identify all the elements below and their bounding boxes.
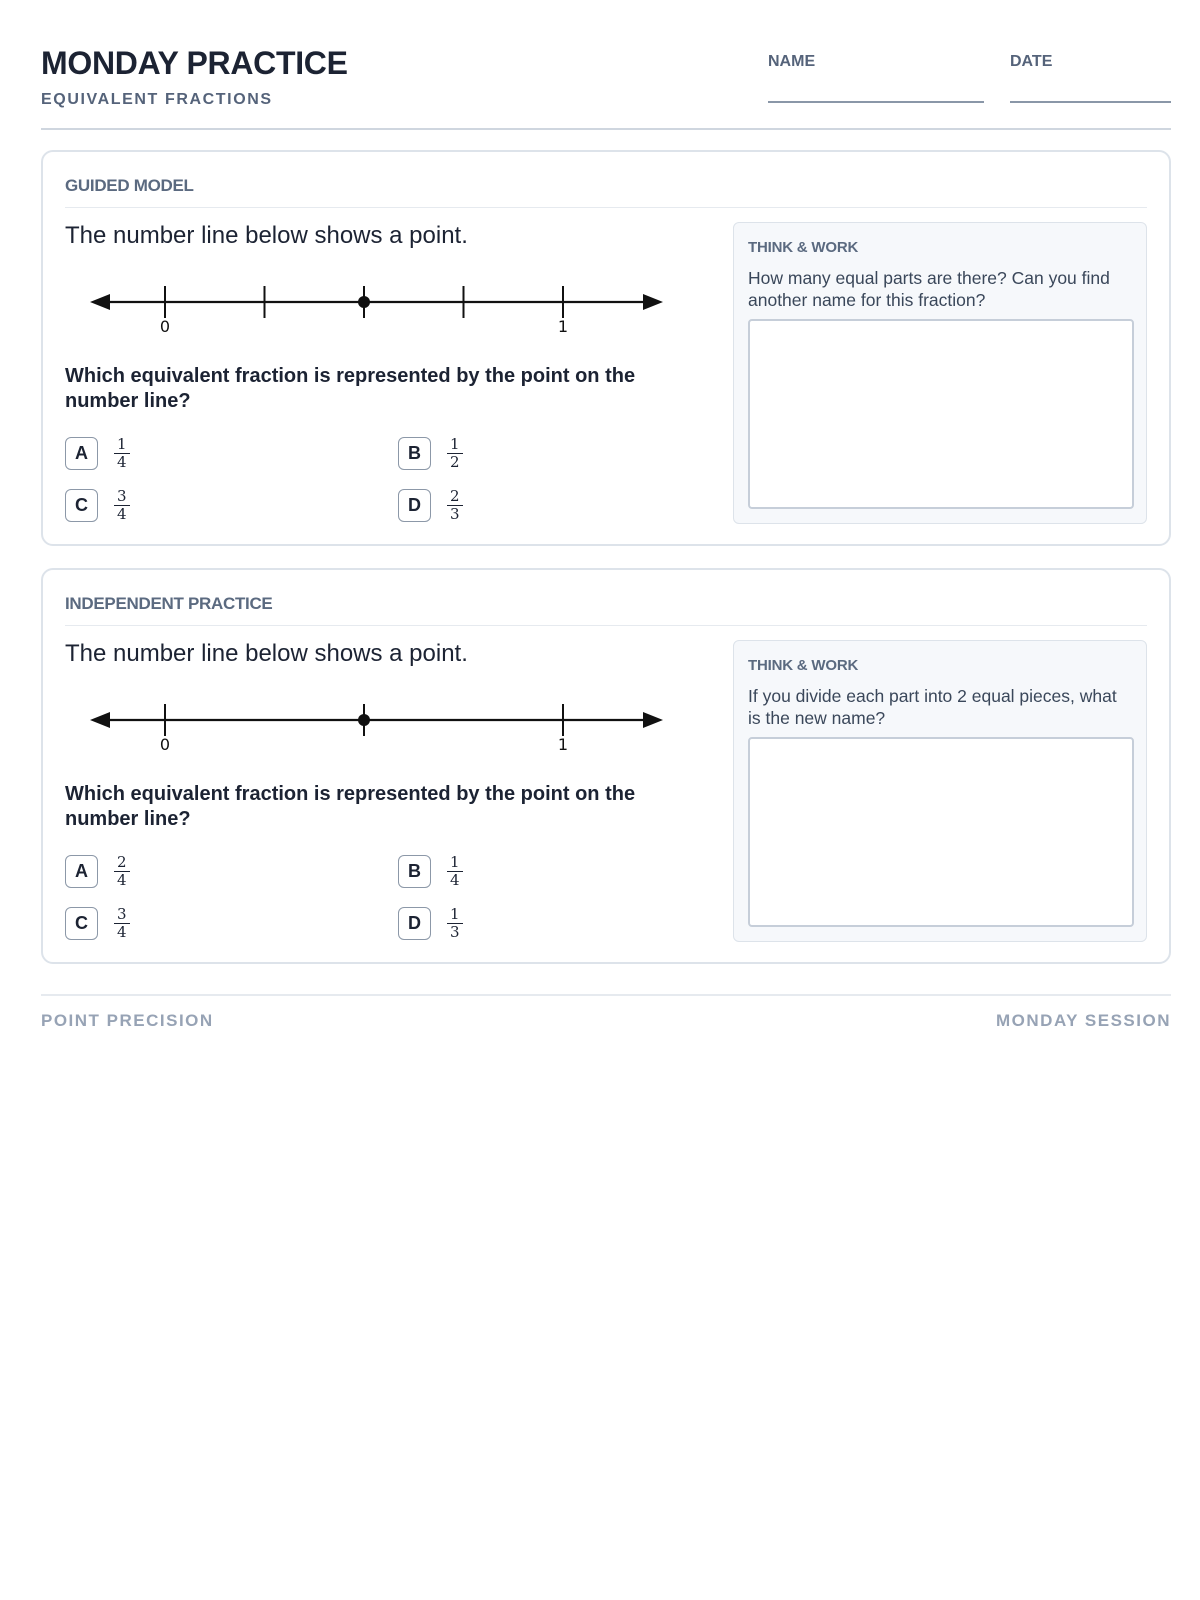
number-line-point <box>358 296 370 308</box>
choice-fraction <box>447 488 463 523</box>
choice-fraction <box>114 488 130 523</box>
work-answer-box[interactable] <box>748 737 1134 927</box>
number-line <box>85 280 685 340</box>
choice-fraction <box>114 854 130 889</box>
section-divider <box>65 207 1147 208</box>
worksheet-header <box>41 0 1171 130</box>
choice-a[interactable] <box>65 436 130 471</box>
choice-letter[interactable]: B <box>398 855 431 888</box>
numerator: 1 <box>447 906 463 924</box>
denominator: 4 <box>117 871 127 889</box>
denominator: 4 <box>450 871 460 889</box>
choice-a[interactable] <box>65 854 130 889</box>
choice-d[interactable] <box>398 906 463 941</box>
problem-stem: The number line below shows a point. <box>65 222 468 249</box>
question-text: Which equivalent fraction is represented by the point on the number line? <box>65 365 636 412</box>
name-label: NAME <box>768 53 816 70</box>
date-label: DATE <box>1010 53 1053 70</box>
choice-fraction <box>447 906 463 941</box>
numerator: 3 <box>114 488 130 506</box>
footer-left-text: POINT PRECISION <box>41 1011 214 1030</box>
tick-label: 0 <box>159 735 171 754</box>
choice-letter[interactable]: C <box>65 489 98 522</box>
choice-letter[interactable]: D <box>398 489 431 522</box>
name-field[interactable] <box>768 53 984 71</box>
numerator: 2 <box>114 854 130 872</box>
denominator: 3 <box>450 505 460 523</box>
independent-practice-card <box>41 568 1171 964</box>
choice-b[interactable] <box>398 854 463 889</box>
right-arrow-icon <box>643 294 663 310</box>
choice-letter[interactable]: B <box>398 437 431 470</box>
section-label: INDEPENDENT PRACTICE <box>65 594 273 613</box>
numerator: 2 <box>447 488 463 506</box>
page-subtitle: EQUIVALENT FRACTIONS <box>41 91 273 108</box>
choice-b[interactable] <box>398 436 463 471</box>
tick-label: 1 <box>557 735 569 754</box>
choice-letter[interactable]: D <box>398 907 431 940</box>
footer-divider <box>41 994 1171 996</box>
think-work-panel <box>733 640 1147 942</box>
denominator: 4 <box>117 453 127 471</box>
right-arrow-icon <box>643 712 663 728</box>
denominator: 4 <box>117 923 127 941</box>
think-work-panel <box>733 222 1147 524</box>
name-line <box>768 101 984 103</box>
denominator: 3 <box>450 923 460 941</box>
numerator: 1 <box>114 436 130 454</box>
choice-c[interactable] <box>65 488 130 523</box>
numerator: 1 <box>447 436 463 454</box>
section-label: GUIDED MODEL <box>65 176 194 195</box>
problem-stem: The number line below shows a point. <box>65 640 468 667</box>
choice-fraction <box>447 436 463 471</box>
tick-label: 1 <box>557 317 569 336</box>
choice-d[interactable] <box>398 488 463 523</box>
page-title: MONDAY PRACTICE <box>41 45 348 81</box>
choice-letter[interactable]: A <box>65 437 98 470</box>
number-line <box>85 698 685 758</box>
tick-label: 0 <box>159 317 171 336</box>
work-answer-box[interactable] <box>748 319 1134 509</box>
question-text: Which equivalent fraction is represented by the point on the number line? <box>65 783 636 830</box>
work-label: THINK & WORK <box>748 239 859 256</box>
guided-model-card <box>41 150 1171 546</box>
denominator: 2 <box>450 453 460 471</box>
left-arrow-icon <box>90 294 110 310</box>
work-label: THINK & WORK <box>748 657 859 674</box>
work-prompt: If you divide each part into 2 equal pieces, what is the new name? <box>748 686 1117 728</box>
choice-fraction <box>447 854 463 889</box>
work-prompt: How many equal parts are there? Can you find another name for this fraction? <box>748 268 1110 310</box>
choice-fraction <box>114 906 130 941</box>
choice-letter[interactable]: C <box>65 907 98 940</box>
numerator: 1 <box>447 854 463 872</box>
choice-c[interactable] <box>65 906 130 941</box>
section-divider <box>65 625 1147 626</box>
worksheet-page <box>41 0 1171 1030</box>
date-field[interactable] <box>1010 53 1171 71</box>
number-line-point <box>358 714 370 726</box>
denominator: 4 <box>117 505 127 523</box>
footer-right-text: MONDAY SESSION <box>996 1011 1171 1030</box>
numerator: 3 <box>114 906 130 924</box>
date-line <box>1010 101 1171 103</box>
choice-fraction <box>114 436 130 471</box>
choice-letter[interactable]: A <box>65 855 98 888</box>
left-arrow-icon <box>90 712 110 728</box>
